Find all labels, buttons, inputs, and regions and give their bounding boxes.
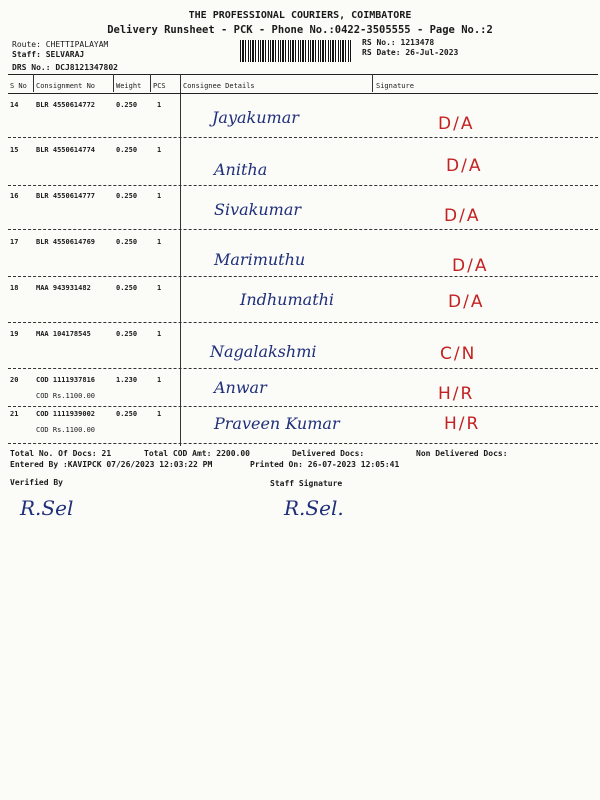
row-sno: 19 (10, 330, 19, 338)
col-header-consignment: Consignment No (36, 82, 96, 90)
route-label: Route: CHETTIPALAYAM (12, 40, 109, 49)
consignee-signature: Anwar (214, 378, 267, 397)
sheet-title: Delivery Runsheet - PCK - Phone No.:0422-3505555 - Page No.:2 (107, 24, 493, 36)
row-weight: 0.250 (116, 146, 138, 154)
col-header-pcs: PCS (153, 82, 166, 90)
delivery-mark: D/A (448, 292, 485, 312)
col-divider (113, 74, 114, 92)
row-cod-amount: COD Rs.1100.00 (36, 392, 96, 400)
row-weight: 0.250 (116, 410, 138, 418)
barcode-image (240, 40, 352, 62)
staff-label: Staff: SELVARAJ (12, 50, 85, 59)
total-docs: Total No. Of Docs: 21 (10, 449, 112, 458)
row-pcs: 1 (157, 284, 162, 292)
entered-by: Entered By :KAVIPCK 07/26/2023 12:03:22 PM (10, 460, 213, 469)
staff-signature-label: Staff Signature (270, 479, 343, 488)
col-divider (180, 74, 181, 446)
consignee-signature: Praveen Kumar (214, 414, 340, 433)
row-pcs: 1 (157, 238, 162, 246)
row-pcs: 1 (157, 146, 162, 154)
col-header-consignee: Consignee Details (183, 82, 255, 90)
row-divider (8, 185, 598, 186)
row-divider (8, 406, 598, 407)
row-consignment: COD 1111937816 (36, 376, 96, 384)
consignee-signature: Anitha (214, 160, 268, 179)
verified-by-label: Verified By (10, 478, 63, 487)
row-consignment: BLR 4550614774 (36, 146, 96, 154)
col-header-weight: Weight (116, 82, 142, 90)
row-divider (8, 322, 598, 323)
row-cod-amount: COD Rs.1100.00 (36, 426, 96, 434)
delivery-mark: D/A (438, 114, 475, 134)
row-weight: 0.250 (116, 284, 138, 292)
row-divider (8, 137, 598, 138)
row-weight: 0.250 (116, 238, 138, 246)
row-consignment: BLR 4550614772 (36, 101, 96, 109)
row-weight: 0.250 (116, 192, 138, 200)
delivery-mark: H/R (444, 414, 481, 434)
header-bottom-rule (8, 93, 598, 94)
total-cod-amount: Total COD Amt: 2200.00 (144, 449, 250, 458)
consignee-signature: Jayakumar (212, 108, 299, 127)
delivery-mark: D/A (444, 206, 481, 226)
row-sno: 21 (10, 410, 19, 418)
row-consignment: MAA 943931482 (36, 284, 91, 292)
row-consignment: BLR 4550614769 (36, 238, 96, 246)
row-sno: 20 (10, 376, 19, 384)
row-consignment: MAA 104178545 (36, 330, 91, 338)
row-sno: 16 (10, 192, 19, 200)
row-sno: 14 (10, 101, 19, 109)
row-pcs: 1 (157, 410, 162, 418)
col-divider (372, 74, 373, 92)
row-pcs: 1 (157, 192, 162, 200)
delivery-mark: H/R (438, 384, 475, 404)
rs-number: RS No.: 1213478 (362, 38, 435, 47)
row-weight: 0.250 (116, 101, 138, 109)
row-weight: 1.230 (116, 376, 138, 384)
drs-number: DRS No.: DCJ8121347802 (12, 63, 118, 72)
row-divider (8, 276, 598, 277)
rs-date: RS Date: 26-Jul-2023 (362, 48, 459, 57)
printed-on: Printed On: 26-07-2023 12:05:41 (250, 460, 400, 469)
col-divider (150, 74, 151, 92)
col-divider (33, 74, 34, 92)
delivery-mark: C/N (440, 344, 477, 364)
row-consignment: BLR 4550614777 (36, 192, 96, 200)
delivery-mark: D/A (452, 256, 489, 276)
verifier-signature: R.Sel (20, 496, 74, 520)
table-bottom-rule (8, 443, 598, 444)
row-consignment: COD 1111939002 (36, 410, 96, 418)
col-header-sno: S No (10, 82, 27, 90)
non-delivered-docs: Non Delivered Docs: (416, 449, 508, 458)
row-divider (8, 229, 598, 230)
row-sno: 15 (10, 146, 19, 154)
staff-signature: R.Sel. (284, 496, 344, 520)
consignee-signature: Indhumathi (240, 290, 335, 309)
col-header-signature: Signature (376, 82, 414, 90)
row-pcs: 1 (157, 376, 162, 384)
row-weight: 0.250 (116, 330, 138, 338)
consignee-signature: Marimuthu (214, 250, 306, 269)
consignee-signature: Sivakumar (214, 200, 302, 219)
delivery-mark: D/A (446, 156, 483, 176)
table-top-rule (8, 74, 598, 75)
delivered-docs: Delivered Docs: (292, 449, 365, 458)
row-pcs: 1 (157, 330, 162, 338)
consignee-signature: Nagalakshmi (210, 342, 317, 361)
company-name: THE PROFESSIONAL COURIERS, COIMBATORE (188, 10, 412, 21)
row-divider (8, 368, 598, 369)
row-sno: 17 (10, 238, 19, 246)
row-sno: 18 (10, 284, 19, 292)
row-pcs: 1 (157, 101, 162, 109)
